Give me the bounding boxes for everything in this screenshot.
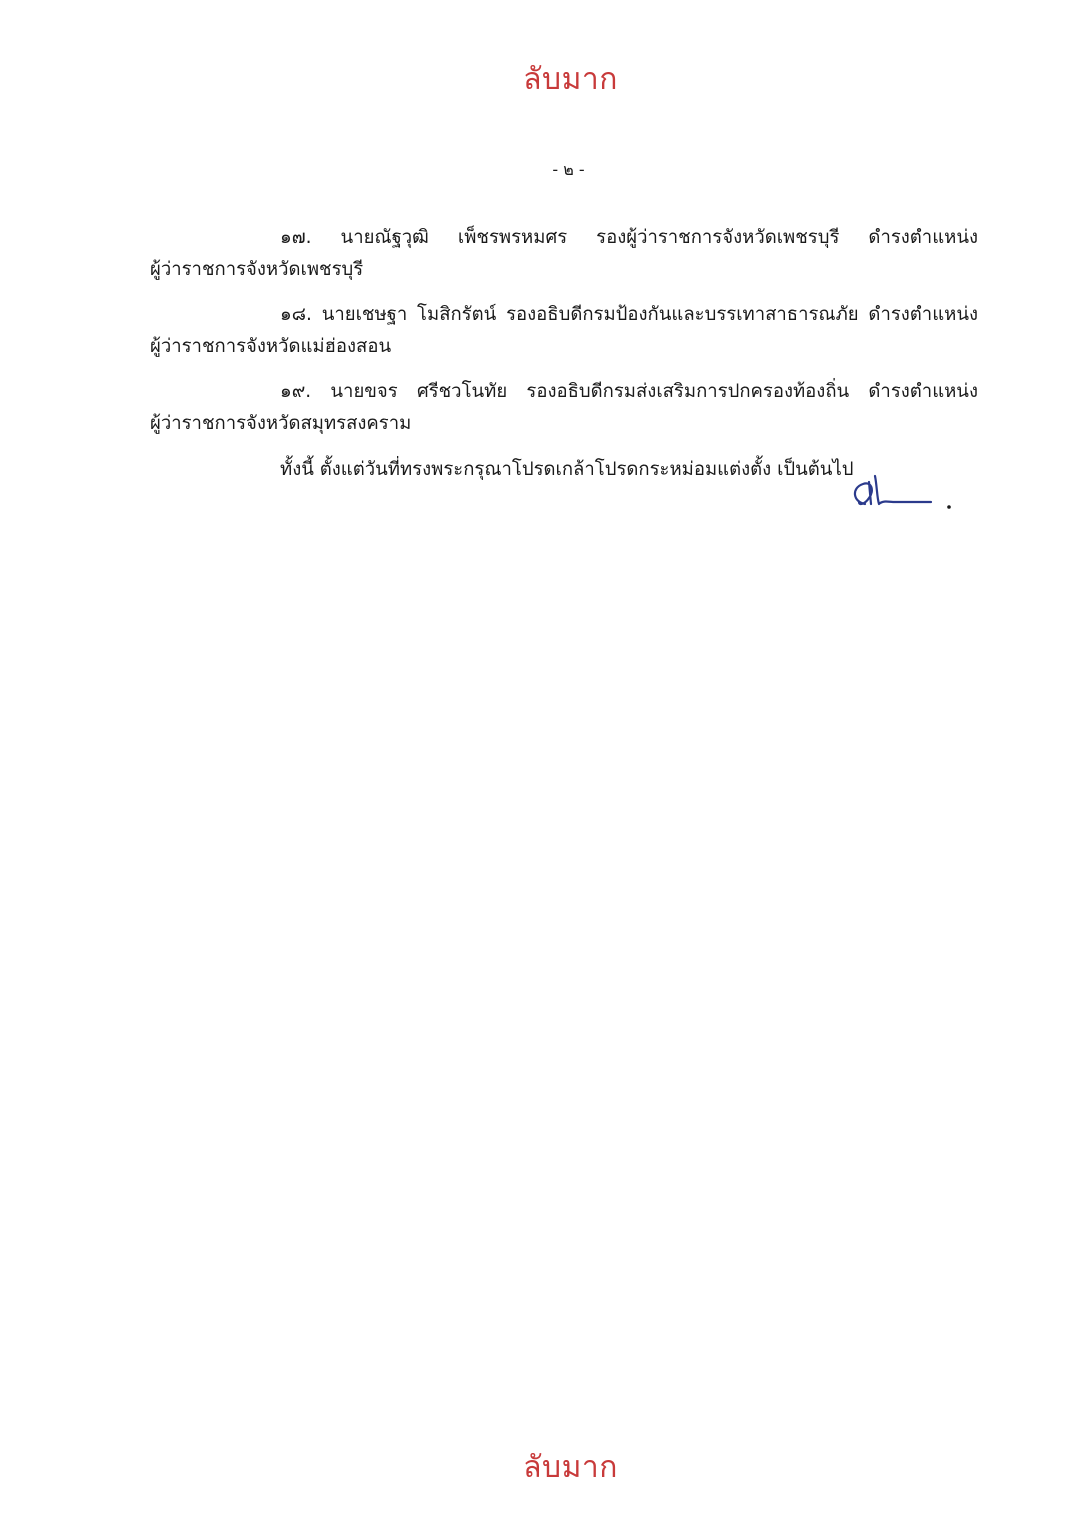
appointment-item-line1: ๑๗. นายณัฐวุฒิ เพ็ชรพรหมศร รองผู้ว่าราชการจังหวัดเพชรบุรี ดำรงตำแหน่ง: [280, 227, 978, 248]
classification-footer: ลับมาก: [523, 1450, 618, 1485]
closing-statement: ทั้งนี้ ตั้งแต่วันที่ทรงพระกรุณาโปรดเกล้าโปรดกระหม่อมแต่งตั้ง เป็นต้นไป: [280, 459, 854, 480]
classification-header: ลับมาก: [523, 62, 618, 97]
appointment-item-19: [150, 376, 978, 440]
page-number: - ๒ -: [552, 160, 585, 179]
appointment-item-line2: ผู้ว่าราชการจังหวัดสมุทรสงคราม: [150, 413, 412, 434]
appointment-item-line1: ๑๙. นายขจร ศรีชวโนทัย รองอธิบดีกรมส่งเสริมการปกครองท้องถิ่น ดำรงตำแหน่ง: [280, 381, 978, 402]
appointment-item-line1: ๑๘. นายเชษฐา โมสิกรัตน์ รองอธิบดีกรมป้องกันและบรรเทาสาธารณภัย ดำรงตำแหน่ง: [280, 304, 978, 325]
document-body: [150, 222, 978, 486]
appointment-item-17: [150, 222, 978, 286]
signature-mark: [845, 462, 965, 522]
appointment-item-line2: ผู้ว่าราชการจังหวัดเพชรบุรี: [150, 259, 364, 280]
appointment-item-line2: ผู้ว่าราชการจังหวัดแม่ฮ่องสอน: [150, 336, 392, 357]
appointment-item-18: [150, 299, 978, 363]
